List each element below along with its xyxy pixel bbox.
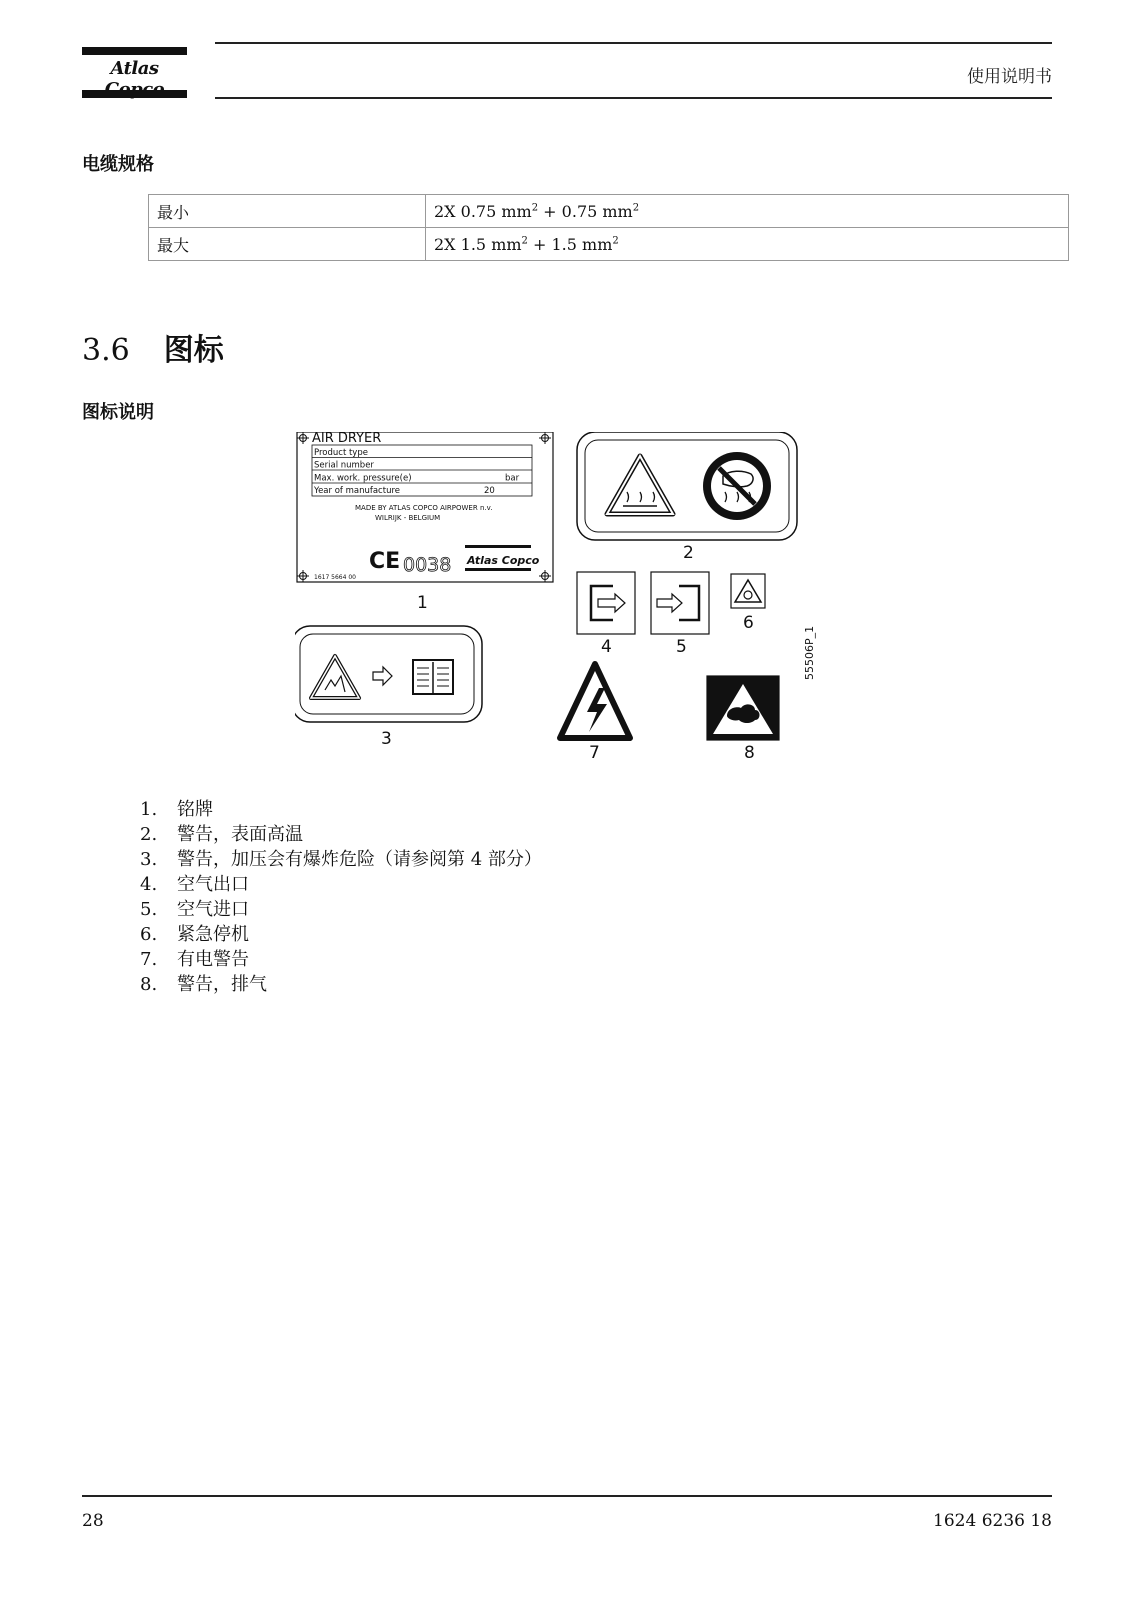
section-title: 图标 [163,333,224,368]
pictogram-legend [140,797,542,997]
callout-5: 5 [676,637,687,657]
callout-8: 8 [744,743,755,763]
section-number: 3.6 [82,333,130,368]
emergency-stop-label [731,574,765,608]
list-item: 7. 有电警告 [140,949,249,970]
page-number: 28 [82,1511,104,1531]
nameplate-title: AIR DRYER [312,432,382,446]
ce-mark: CE [369,549,401,574]
nameplate-unit: bar [505,473,520,484]
section-heading [82,325,224,369]
nameplate-location: WILRIJK - BELGIUM [375,514,441,522]
callout-4: 4 [601,637,612,657]
list-item: 2. 警告，表面高温 [140,824,303,845]
nameplate-year-prefix: 20 [484,486,495,496]
callout-6: 6 [743,613,754,633]
list-item: 4. 空气出口 [140,874,249,895]
callout-7: 7 [589,743,600,763]
cable-max-label: 最大 [149,228,426,261]
pressure-explosion-warning-label [295,626,482,722]
table-row [149,195,1069,228]
document-number: 1624 6236 18 [933,1511,1052,1531]
nameplate-field: Year of manufacture [314,486,400,496]
nameplate-brand: Atlas Copco [467,554,540,567]
air-outlet-label [577,572,635,634]
logo-wordmark: Atlas [110,58,159,79]
figure-code: 55506P_1 [803,625,816,680]
callout-3: 3 [381,729,392,749]
list-item: 5. 空气进口 [140,899,249,920]
icons-heading: 图标说明 [82,402,154,423]
nameplate-part-number: 1617 5664 00 [314,574,356,581]
nameplate-label [297,432,553,582]
hot-surface-warning-label [577,432,797,540]
header-rule-top [215,42,1052,44]
nameplate-field: Max. work. pressure(e) [314,473,412,484]
nameplate-maker: MADE BY ATLAS COPCO AIRPOWER n.v. [355,504,493,512]
cable-max-value: 2X 1.5 $mm^2 + 1.5$ $mm^2$ [426,228,1069,261]
callout-2: 2 [683,543,694,563]
notified-body-number: 0038 [403,554,452,576]
logo-bar-top [82,47,187,55]
header-rule-bottom [215,97,1052,99]
callout-1: 1 [417,593,428,613]
document-type: 使用说明书 [967,67,1052,87]
nameplate-field: Serial number [314,460,374,471]
list-item: 6. 紧急停机 [140,924,249,945]
list-item: 3. 警告，加压会有爆炸危险（请参阅第 4 部分） [140,849,542,870]
cable-spec-heading: 电缆规格 [82,154,154,175]
list-item: 8. 警告，排气 [140,974,267,995]
logo-bar-bottom [82,90,187,98]
cable-min-value: 2X 0.75 $mm^2 + 0.75$ $mm^2$ [426,195,1069,228]
exhaust-warning-label [707,676,779,740]
electrical-hazard-label [560,664,630,738]
list-item: 1. 铭牌 [140,799,213,820]
table-row [149,228,1069,261]
pictograms-figure [295,432,835,784]
nameplate-field: Product type [314,448,368,458]
air-inlet-label [651,572,709,634]
atlas-copco-logo [82,47,187,99]
cable-spec-table [148,194,1069,261]
cable-min-label: 最小 [149,195,426,228]
footer-rule [82,1495,1052,1497]
